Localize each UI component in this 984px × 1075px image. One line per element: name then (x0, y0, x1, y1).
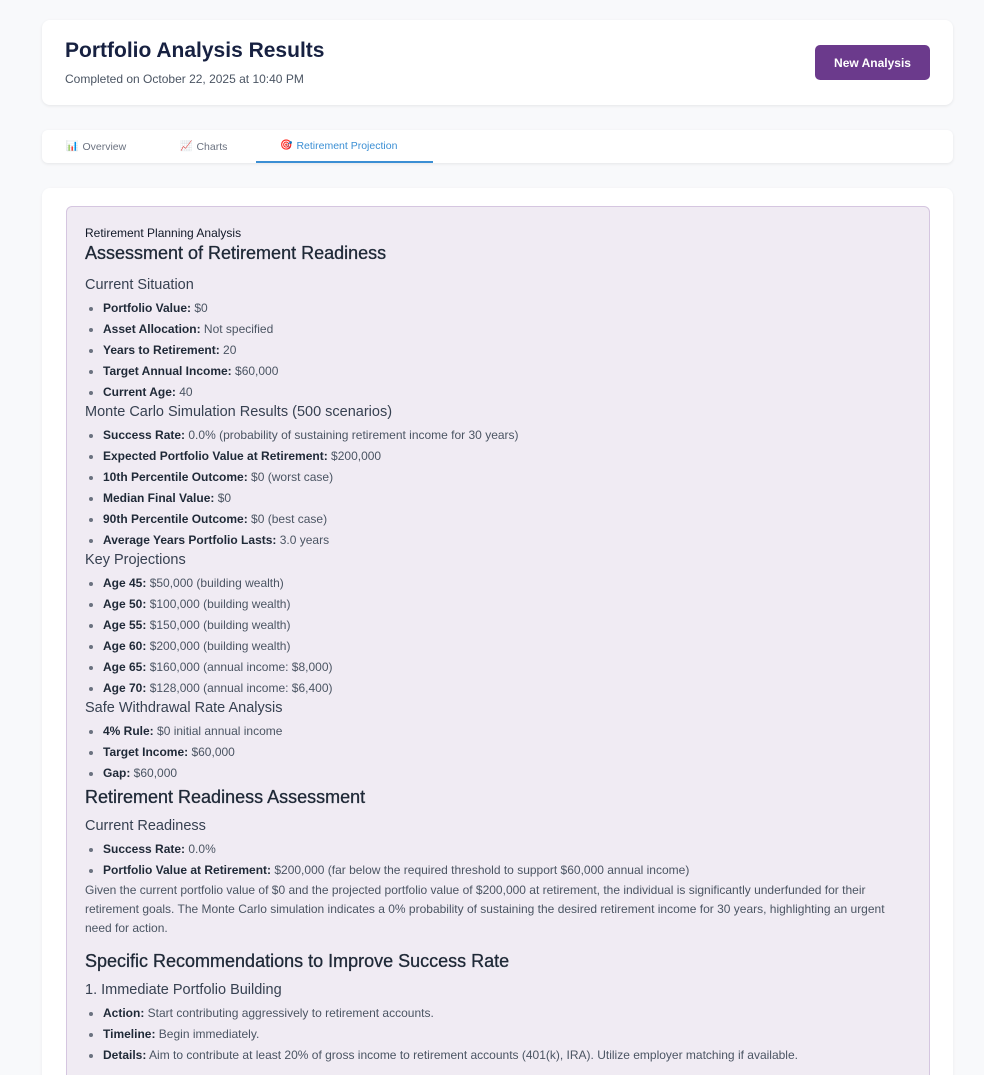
item-value: $200,000 (far below the required threshold to support $60,000 annual income) (271, 863, 690, 877)
item-label: Average Years Portfolio Lasts: (103, 533, 277, 547)
key-projections-list (85, 573, 911, 699)
list-item (103, 657, 911, 678)
item-label: Success Rate: (103, 428, 186, 442)
item-value: 40 (175, 385, 193, 399)
list-item (103, 298, 911, 319)
item-label: Success Rate: (103, 842, 186, 856)
new-analysis-button[interactable]: New Analysis (815, 45, 930, 80)
list-item (103, 425, 911, 446)
list-item (103, 860, 911, 881)
report-title: Assessment of Retirement Readiness (85, 243, 387, 263)
list-item (103, 340, 911, 361)
item-value: Begin immediately. (155, 1027, 260, 1041)
item-value: $0 (191, 301, 208, 315)
item-value: $60,000 (130, 766, 178, 780)
item-value: $150,000 (building wealth) (146, 618, 291, 632)
item-label: Age 45: (103, 576, 147, 590)
tab-retirement-projection[interactable] (256, 130, 433, 163)
item-value: $160,000 (annual income: $8,000) (146, 660, 333, 674)
list-item (103, 636, 911, 657)
item-label: Age 60: (103, 639, 147, 653)
item-label: Details: (103, 1048, 147, 1062)
bar-chart-icon: 📊 (66, 141, 79, 152)
list-item (103, 488, 911, 509)
current-readiness-list (85, 839, 911, 881)
page-title: Portfolio Analysis Results (65, 39, 325, 62)
monte-carlo-list (85, 425, 911, 551)
tab-label: Charts (196, 140, 228, 153)
section-heading-key-projections: Key Projections (85, 552, 186, 568)
item-label: Age 65: (103, 660, 147, 674)
list-item (103, 742, 911, 763)
target-icon: 🎯 (280, 140, 293, 151)
section-heading-current-readiness: Current Readiness (85, 818, 206, 834)
tab-bar (42, 130, 953, 163)
content-card (42, 188, 953, 1075)
list-item (103, 1024, 911, 1045)
section-heading-current-situation: Current Situation (85, 277, 194, 293)
list-item (103, 361, 911, 382)
item-value: Aim to contribute at least 20% of gross income to retirement accounts (401(k), IRA). Utilize employer matching if available. (146, 1048, 798, 1062)
report-label: Retirement Planning Analysis (85, 226, 242, 240)
item-label: Age 50: (103, 597, 147, 611)
item-label: 90th Percentile Outcome: (103, 512, 248, 526)
list-item (103, 1045, 911, 1066)
list-item (103, 839, 911, 860)
item-value: $0 (214, 491, 232, 505)
list-item (103, 573, 911, 594)
section-heading-portfolio-building: 1. Immediate Portfolio Building (85, 982, 282, 998)
retirement-analysis-panel (66, 206, 930, 1075)
item-label: Portfolio Value: (103, 301, 192, 315)
portfolio-building-list (85, 1003, 911, 1066)
item-label: Current Age: (103, 385, 176, 399)
item-value: Not specified (200, 322, 274, 336)
item-value: $0 initial annual income (153, 724, 283, 738)
list-item (103, 446, 911, 467)
item-value: 20 (219, 343, 237, 357)
item-label: Target Income: (103, 745, 189, 759)
list-item (103, 530, 911, 551)
list-item (103, 1003, 911, 1024)
item-value: 3.0 years (276, 533, 330, 547)
item-label: 10th Percentile Outcome: (103, 470, 248, 484)
item-label: Portfolio Value at Retirement: (103, 863, 272, 877)
tab-label: Retirement Projection (296, 139, 398, 152)
line-chart-icon: 📈 (180, 141, 193, 152)
readiness-title: Retirement Readiness Assessment (85, 787, 366, 807)
tab-overview[interactable] (42, 130, 180, 163)
list-item (103, 319, 911, 340)
list-item (103, 594, 911, 615)
list-item (103, 509, 911, 530)
section-heading-monte-carlo: Monte Carlo Simulation Results (500 scenarios) (85, 404, 393, 420)
item-value: $60,000 (231, 364, 279, 378)
item-label: Asset Allocation: (103, 322, 201, 336)
item-value: $100,000 (building wealth) (146, 597, 291, 611)
item-value: $0 (best case) (247, 512, 328, 526)
item-label: Gap: (103, 766, 131, 780)
list-item (103, 382, 911, 403)
list-item (103, 615, 911, 636)
list-item (103, 721, 911, 742)
completed-timestamp: Completed on October 22, 2025 at 10:40 PM (65, 72, 304, 86)
item-value: Start contributing aggressively to retirement accounts. (144, 1006, 434, 1020)
tab-label: Overview (82, 140, 127, 153)
tab-charts[interactable] (180, 130, 256, 163)
item-value: $200,000 (327, 449, 382, 463)
item-label: 4% Rule: (103, 724, 154, 738)
safe-withdrawal-list (85, 721, 911, 784)
recommendations-title: Specific Recommendations to Improve Success Rate (85, 951, 510, 971)
list-item (103, 678, 911, 699)
item-value: $60,000 (188, 745, 235, 759)
current-situation-list (85, 298, 911, 403)
item-value: $128,000 (annual income: $6,400) (146, 681, 333, 695)
header-card (42, 20, 953, 105)
readiness-paragraph: Given the current portfolio value of $0 and the projected portfolio value of $200,000 at retirement, the individual is significantly underfunded for their retirement goals. The Monte Carlo simulation indicates a 0% probability of sustaining the desired retirement income for 30 years, highlighting an urgent need for action. (85, 883, 885, 935)
item-label: Age 55: (103, 618, 147, 632)
item-label: Age 70: (103, 681, 147, 695)
section-heading-safe-withdrawal: Safe Withdrawal Rate Analysis (85, 700, 283, 716)
item-label: Timeline: (103, 1027, 156, 1041)
list-item (103, 467, 911, 488)
item-value: 0.0% (probability of sustaining retirement income for 30 years) (185, 428, 519, 442)
item-label: Median Final Value: (103, 491, 215, 505)
list-item (103, 763, 911, 784)
item-value: $200,000 (building wealth) (146, 639, 291, 653)
item-label: Years to Retirement: (103, 343, 220, 357)
item-label: Expected Portfolio Value at Retirement: (103, 449, 328, 463)
item-label: Target Annual Income: (103, 364, 232, 378)
item-label: Action: (103, 1006, 145, 1020)
item-value: $0 (worst case) (247, 470, 334, 484)
item-value: $50,000 (building wealth) (146, 576, 284, 590)
item-value: 0.0% (185, 842, 216, 856)
